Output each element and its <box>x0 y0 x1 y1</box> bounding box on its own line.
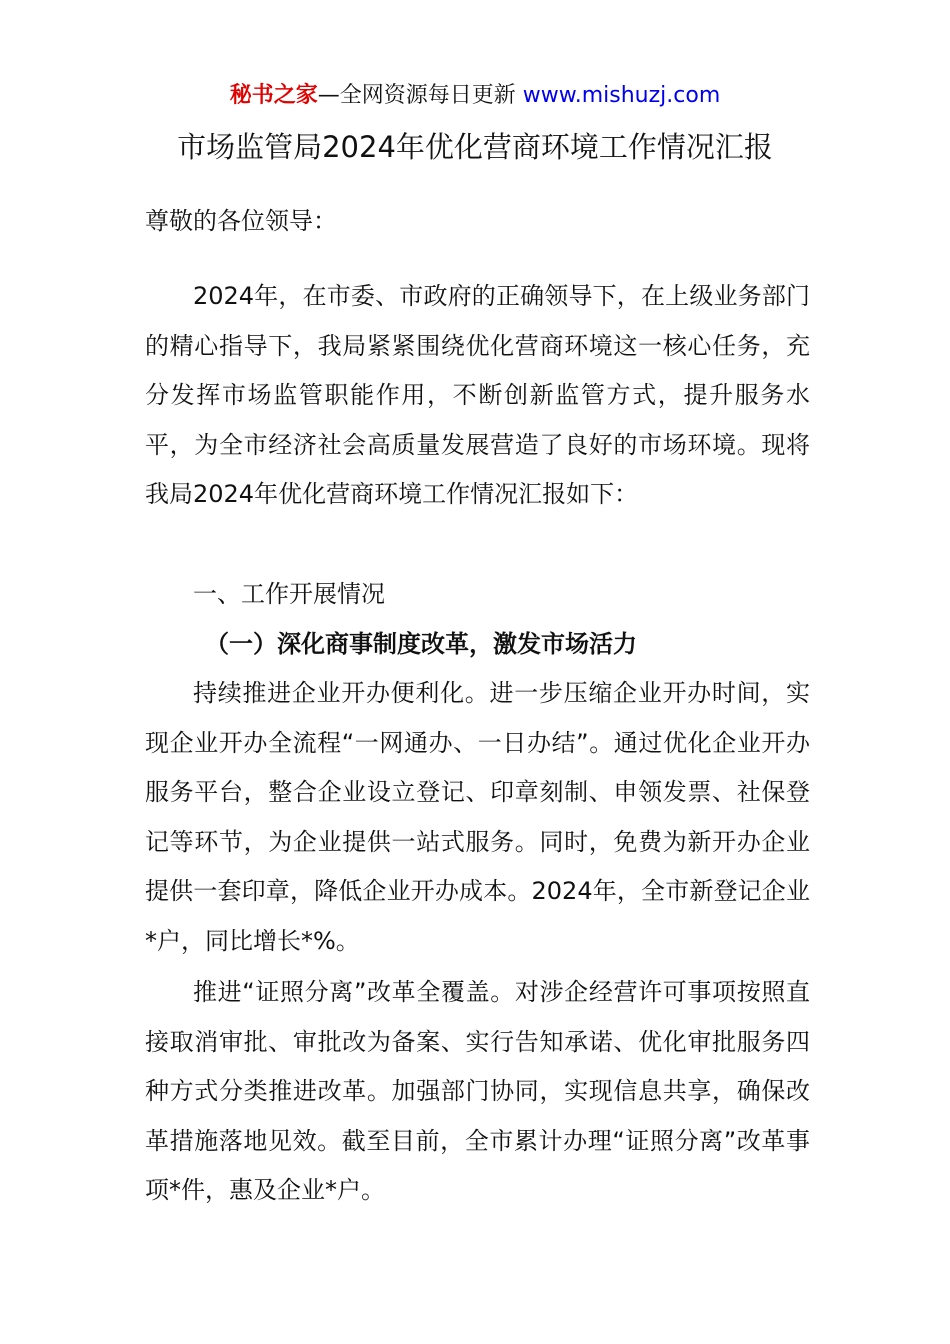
document-title: 市场监管局2024年优化营商环境工作情况汇报 <box>177 130 773 164</box>
brand-name: 秘书之家 <box>229 83 318 108</box>
body-paragraph: 推进“证照分离”改革全覆盖。对涉企经营许可事项按照直接取消审批、审批改为备案、实行告知承诺、优化审批服务四种方式分类推进改革。加强部门协同，实现信息共享，确保改革措施落地见效。截至目前，全市累计办理“证照分离”改革事项*件，惠及企业*户。 <box>145 978 810 1205</box>
section-heading: 一、工作开展情况 <box>193 580 385 608</box>
website-link[interactable]: www.mishuzj.com <box>522 83 721 108</box>
salutation: 尊敬的各位领导： <box>145 207 337 235</box>
intro-paragraph: 2024年，在市委、市政府的正确领导下，在上级业务部门的精心指导下，我局紧紧围绕优化营商环境这一核心任务，充分发挥市场监管职能作用，不断创新监管方式，提升服务水平，为全市经济社会高质量发展营造了良好的市场环境。现将我局2024年优化营商环境工作情况汇报如下： <box>145 282 810 509</box>
body-paragraph: 持续推进企业开办便利化。进一步压缩企业开办时间，实现企业开办全流程“一网通办、一日办结”。通过优化企业开办服务平台，整合企业设立登记、印章刻制、申领发票、社保登记等环节，为企业提供一站式服务。同时，免费为新开办企业提供一套印章，降低企业开办成本。2024年，全市新登记企业*户，同比增长*%。 <box>145 679 810 955</box>
subsection-heading: （一）深化商事制度改革，激发市场活力 <box>205 630 637 658</box>
header-tagline: —全网资源每日更新 <box>317 83 523 108</box>
site-header <box>0 81 950 111</box>
